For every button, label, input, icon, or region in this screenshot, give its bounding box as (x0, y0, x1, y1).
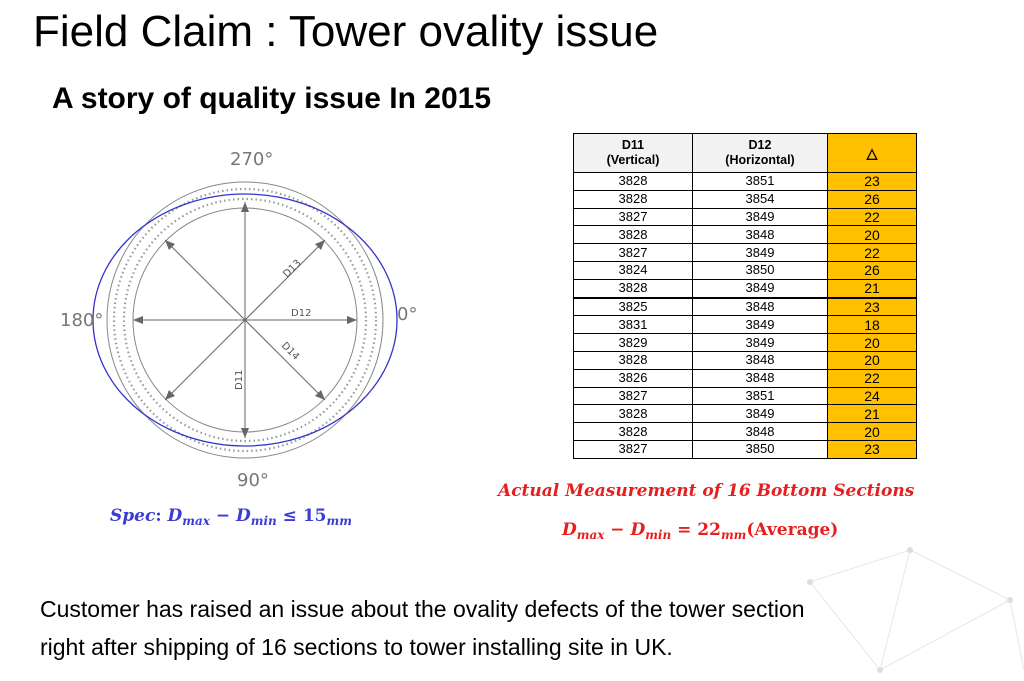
cell-d12: 3848 (693, 351, 828, 369)
footer-line-1: Customer has raised an issue about the ovality defects of the tower section (40, 596, 805, 622)
cell-d12: 3848 (693, 423, 828, 441)
actual-measurement-title: Actual Measurement of 16 Bottom Sections (498, 481, 915, 501)
arrow-head (241, 202, 249, 212)
actual-measurement-formula: $D_{max} - D_{min}$ = $22_{mm}(Average)$ (562, 520, 839, 542)
table-row (574, 423, 917, 441)
table-row (574, 298, 917, 316)
cell-d11: 3827 (574, 208, 693, 226)
arrow-head (133, 316, 143, 324)
cell-d11: 3828 (574, 173, 693, 191)
cell-d12: 3849 (693, 316, 828, 334)
arrow-head (347, 316, 357, 324)
angle-label-left: 180° (60, 310, 104, 331)
d13-label: D13 (281, 257, 304, 281)
ovality-diagram (55, 140, 435, 500)
cell-delta: 20 (828, 226, 917, 244)
cell-d11: 3827 (574, 244, 693, 262)
cell-d12: 3851 (693, 387, 828, 405)
cell-d12: 3848 (693, 298, 828, 316)
cell-delta: 23 (828, 298, 917, 316)
measurement-table (573, 133, 917, 459)
d11-label: D11 (234, 369, 245, 390)
header-d11: D11 (Vertical) (574, 134, 693, 173)
cell-d11: 3831 (574, 316, 693, 334)
spec-formula: Spec: $D_{max} - D_{min} \le 15_{mm}$ (110, 506, 352, 528)
cell-delta: 18 (828, 316, 917, 334)
cell-d11: 3826 (574, 369, 693, 387)
cell-delta: 20 (828, 351, 917, 369)
cell-delta: 23 (828, 173, 917, 191)
cell-delta: 26 (828, 190, 917, 208)
table-row (574, 440, 917, 458)
cell-d11: 3829 (574, 334, 693, 352)
cell-d11: 3828 (574, 279, 693, 297)
table-row (574, 279, 917, 297)
cell-d11: 3824 (574, 261, 693, 279)
table-row (574, 387, 917, 405)
cell-d11: 3827 (574, 387, 693, 405)
cell-d12: 3849 (693, 279, 828, 297)
table-row (574, 369, 917, 387)
cell-d12: 3848 (693, 369, 828, 387)
cell-d12: 3849 (693, 334, 828, 352)
cell-d11: 3827 (574, 440, 693, 458)
cell-delta: 24 (828, 387, 917, 405)
table-header-row (574, 134, 917, 173)
cell-d12: 3849 (693, 405, 828, 423)
table-row (574, 316, 917, 334)
cell-d12: 3851 (693, 173, 828, 191)
page-title: Field Claim : Tower ovality issue (33, 7, 659, 56)
cell-delta: 22 (828, 208, 917, 226)
page-subtitle: A story of quality issue In 2015 (52, 82, 492, 115)
cell-d12: 3850 (693, 440, 828, 458)
table-row (574, 261, 917, 279)
cell-d12: 3849 (693, 208, 828, 226)
cell-delta: 22 (828, 244, 917, 262)
footer-line-2: right after shipping of 16 sections to tower installing site in UK. (40, 634, 673, 660)
cell-d11: 3828 (574, 423, 693, 441)
table-row (574, 190, 917, 208)
table-row (574, 244, 917, 262)
cell-d11: 3828 (574, 405, 693, 423)
angle-label-right: 0° (397, 304, 418, 325)
cell-d11: 3828 (574, 190, 693, 208)
angle-label-bottom: 90° (237, 470, 269, 491)
table-row (574, 226, 917, 244)
cell-delta: 20 (828, 334, 917, 352)
cell-delta: 26 (828, 261, 917, 279)
table-row (574, 173, 917, 191)
cell-d11: 3825 (574, 298, 693, 316)
cell-d12: 3849 (693, 244, 828, 262)
table-row (574, 351, 917, 369)
cell-delta: 21 (828, 405, 917, 423)
d14-label: D14 (278, 340, 302, 363)
arrow-head (241, 428, 249, 438)
cell-d11: 3828 (574, 226, 693, 244)
cell-delta: 21 (828, 279, 917, 297)
table-row (574, 208, 917, 226)
cell-d12: 3848 (693, 226, 828, 244)
table-row (574, 405, 917, 423)
cell-delta: 22 (828, 369, 917, 387)
cell-delta: 20 (828, 423, 917, 441)
cell-delta: 23 (828, 440, 917, 458)
header-d12: D12 (Horizontal) (693, 134, 828, 173)
table-row (574, 334, 917, 352)
cell-d12: 3854 (693, 190, 828, 208)
cell-d11: 3828 (574, 351, 693, 369)
header-delta: △ (828, 134, 917, 173)
cell-d12: 3850 (693, 261, 828, 279)
footer-text (40, 590, 1010, 666)
angle-label-top: 270° (230, 149, 274, 170)
d12-label: D12 (291, 308, 312, 319)
